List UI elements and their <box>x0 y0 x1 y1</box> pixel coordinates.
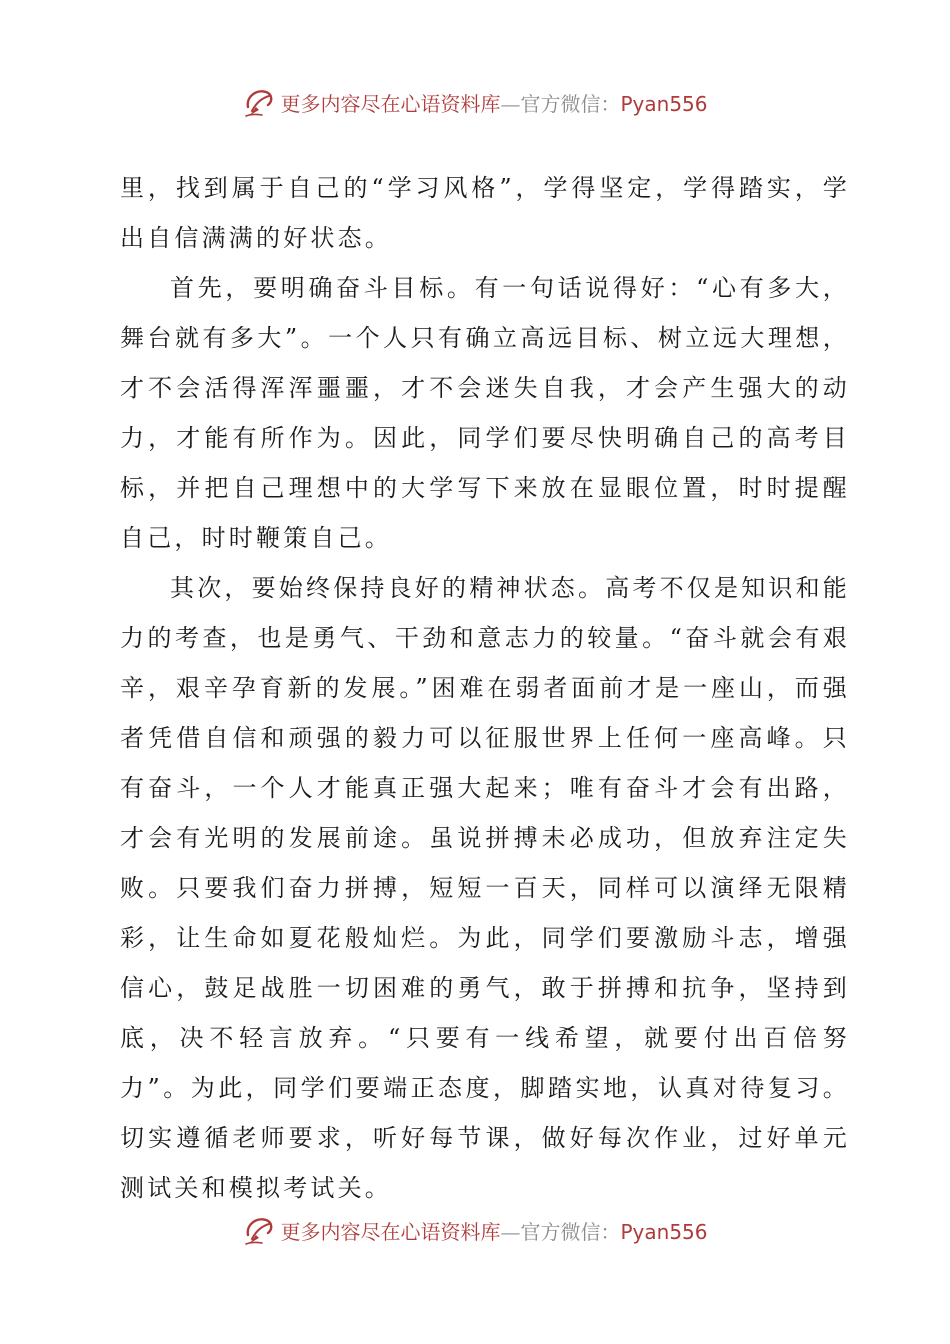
pen-swirl-logo-icon <box>242 1213 276 1247</box>
paragraph-continuation: 里，找到属于自己的“学习风格”，学得坚定，学得踏实，学出自信满满的好状态。 <box>120 174 850 252</box>
banner-text <box>280 1216 707 1245</box>
banner-wechat-label: 官方微信： <box>520 91 621 116</box>
paragraph-goals: 首先，要明确奋斗目标。有一句话说得好：“心有多大，舞台就有多大”。一个人只有确立高远目标、树立远大理想，才不会活得浑浑噩噩，才不会迷失自我，才会产生强大的动力，才能有所作为。因此，同学们要尽快明确自己的高考目标，并把自己理想中的大学写下来放在显眼位置，时时提醒自己，时时鞭策自己。 <box>120 274 850 552</box>
banner-main-text: 更多内容尽在心语资料库 <box>280 1219 501 1244</box>
banner-separator: — <box>500 91 521 116</box>
banner-text <box>280 88 707 117</box>
document-body <box>120 163 850 1213</box>
footer-banner <box>0 1210 950 1250</box>
banner-main-text: 更多内容尽在心语资料库 <box>280 91 501 116</box>
banner-wechat-label: 官方微信： <box>520 1219 621 1244</box>
banner-separator: — <box>500 1219 521 1244</box>
banner-wechat-id: Pyan556 <box>620 1219 708 1244</box>
pen-swirl-logo-icon <box>242 85 276 119</box>
paragraph-spirit: 其次，要始终保持良好的精神状态。高考不仅是知识和能力的考查，也是勇气、干劲和意志力的较量。“奋斗就会有艰辛，艰辛孕育新的发展。”困难在弱者面前才是一座山，而强者凭借自信和顽强的毅力可以征服世界上任何一座高峰。只有奋斗，一个人才能真正强大起来；唯有奋斗才会有出路，才会有光明的发展前途。虽说拼搏未必成功，但放弃注定失败。只要我们奋力拼搏，短短一百天，同样可以演绎无限精彩，让生命如夏花般灿烂。为此，同学们要激励斗志，增强信心，鼓足战胜一切困难的勇气，敢于拼搏和抗争，坚持到底，决不轻言放弃。“只要有一线希望，就要付出百倍努力”。为此，同学们要端正态度，脚踏实地，认真对待复习。切实遵循老师要求，听好每节课，做好每次作业，过好单元测试关和模拟考试关。 <box>120 574 850 1202</box>
header-banner <box>0 82 950 122</box>
banner-wechat-id: Pyan556 <box>620 91 708 116</box>
